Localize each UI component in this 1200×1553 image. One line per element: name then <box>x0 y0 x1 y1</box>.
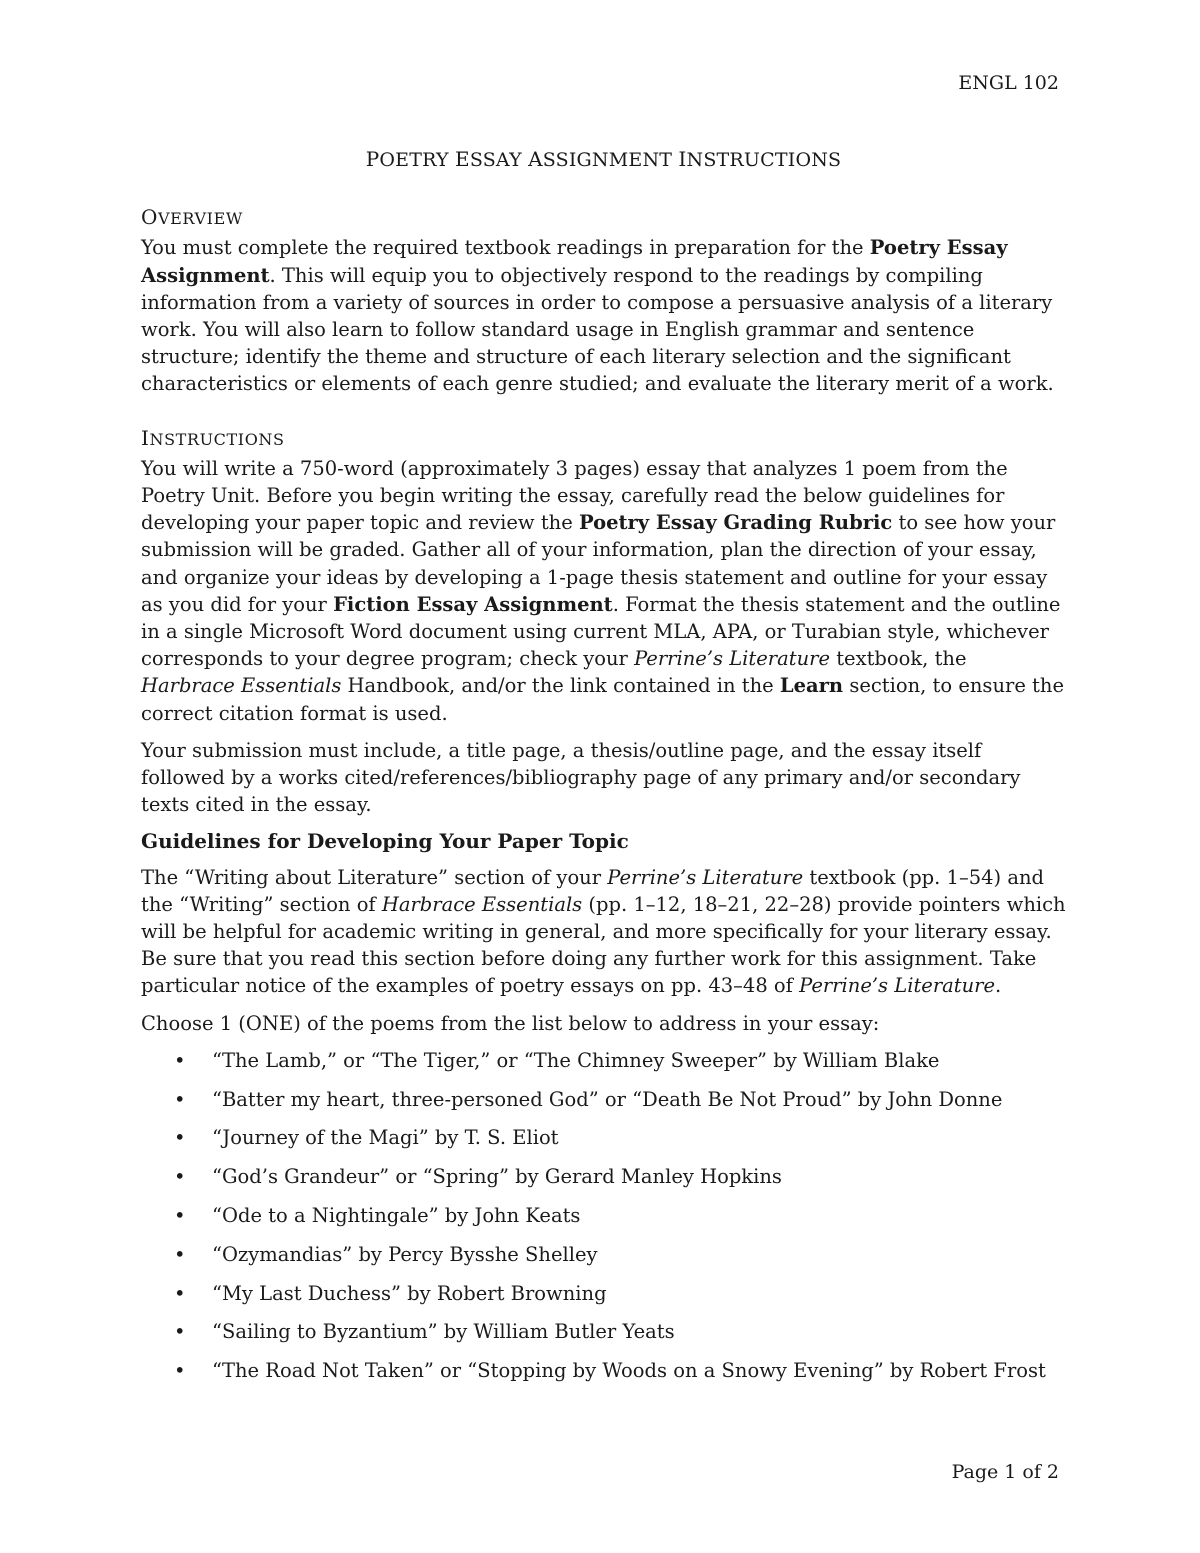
bullet-icon: • <box>174 1359 186 1383</box>
list-item: • “Sailing to Byzantium” by William Butler Yeats <box>141 1318 1066 1345</box>
bullet-icon: • <box>174 1320 186 1344</box>
document-body <box>141 146 1066 1396</box>
list-item: • “Ozymandias” by Percy Bysshe Shelley <box>141 1241 1066 1268</box>
instructions-paragraph-1: You will write a 750-word (approximately 3 pages) essay that analyzes 1 poem from the Poetry Unit. Before you begin writing the essay, carefully read the below guidelines for developing your paper topic and review the Poetry Essay Grading Rubric to see how your submission will be graded. Gather all of your information, plan the direction of your essay, and organize your ideas by developing a 1-page thesis statement and outline for your essay as you did for your Fiction Essay Assignment. Format the thesis statement and the outline in a single Microsoft Word document using current MLA, APA, or Turabian style, whichever corresponds to your degree program; check your Perrine’s Literature textbook, the Harbrace Essentials Handbook, and/or the link contained in the Learn section, to ensure the correct citation format is used. <box>141 456 1064 725</box>
bullet-icon: • <box>174 1204 186 1228</box>
list-item: • “God’s Grandeur” or “Spring” by Gerard Manley Hopkins <box>141 1163 1066 1190</box>
document-title: POETRY ESSAY ASSIGNMENT INSTRUCTIONS <box>365 147 842 171</box>
list-item: • “The Lamb,” or “The Tiger,” or “The Chimney Sweeper” by William Blake <box>141 1047 1066 1074</box>
bullet-icon: • <box>174 1126 186 1150</box>
grading-rubric-ref: Poetry Essay Grading Rubric <box>578 511 893 535</box>
guidelines-paragraph: The “Writing about Literature” section of your Perrine’s Literature textbook (pp. 1–54) and the “Writing” section of Harbrace Essentials (pp. 1–12, 18–21, 22–28) provide pointers which will be helpful for academic writing in general, and more specifically for your literary essay. Be sure that you read this section before doing any further work for this assignment. Take particular notice of the examples of poetry essays on pp. 43–48 of Perrine’s Literature. <box>141 865 1066 998</box>
overview-heading: OVERVIEW <box>141 205 243 230</box>
course-code: ENGL 102 <box>958 72 1059 94</box>
list-item: • “Batter my heart, three-personed God” or “Death Be Not Proud” by John Donne <box>141 1086 1066 1113</box>
guidelines-heading: Guidelines for Developing Your Paper Topic <box>141 829 629 854</box>
choose-poem-prompt: Choose 1 (ONE) of the poems from the list below to address in your essay: <box>141 1011 880 1035</box>
bullet-icon: • <box>174 1087 186 1111</box>
learn-section-ref: Learn <box>779 674 844 698</box>
bullet-icon: • <box>174 1281 186 1305</box>
page-number: Page 1 of 2 <box>951 1461 1059 1483</box>
instructions-paragraph-2: Your submission must include, a title page, a thesis/outline page, and the essay itself followed by a works cited/references/bibliography page of any primary and/or secondary texts cited in the essay. <box>141 738 1021 817</box>
bullet-icon: • <box>174 1242 186 1266</box>
list-item: • “The Road Not Taken” or “Stopping by Woods on a Snowy Evening” by Robert Frost <box>141 1357 1066 1384</box>
list-item: • “Ode to a Nightingale” by John Keats <box>141 1202 1066 1229</box>
poetry-essay-assignment-ref: Poetry Essay Assignment <box>141 236 1008 287</box>
poem-list <box>141 1047 1066 1385</box>
list-item: • “Journey of the Magi” by T. S. Eliot <box>141 1124 1066 1151</box>
bullet-icon: • <box>174 1048 186 1072</box>
textbook-title: Perrine’s Literature <box>634 647 830 671</box>
list-item: • “My Last Duchess” by Robert Browning <box>141 1280 1066 1307</box>
overview-paragraph: You must complete the required textbook readings in preparation for the Poetry Essay Assignment. This will equip you to objectively respond to the readings by compiling information from a variety of sources in order to compose a persuasive analysis of a literary work. You will also learn to follow standard usage in English grammar and sentence structure; identify the theme and structure of each literary selection and the significant characteristics or elements of each genre studied; and evaluate the literary merit of a work. <box>141 236 1054 396</box>
instructions-heading: INSTRUCTIONS <box>141 425 285 450</box>
fiction-essay-ref: Fiction Essay Assignment <box>333 592 613 616</box>
handbook-title: Harbrace Essentials <box>141 674 342 698</box>
bullet-icon: • <box>174 1165 186 1189</box>
